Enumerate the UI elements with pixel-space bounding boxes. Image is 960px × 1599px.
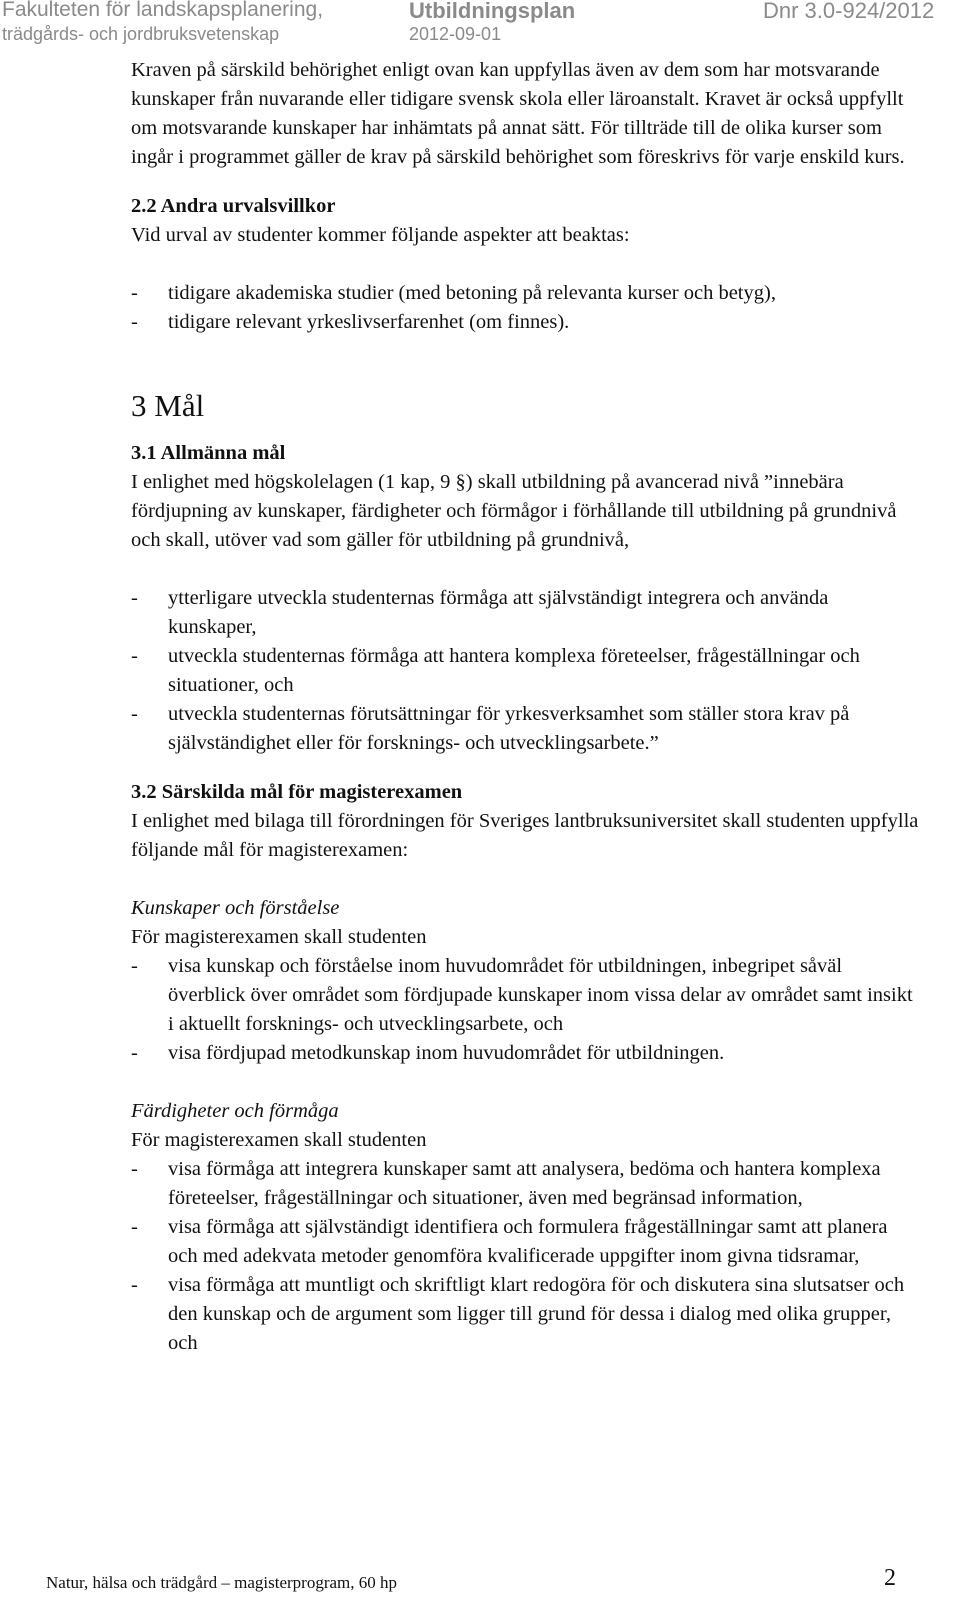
list-item: - ytterligare utveckla studenternas förmåga att självständigt integrera och använda kunskaper, bbox=[131, 584, 921, 642]
skills-subheading: Färdigheter och förmåga bbox=[131, 1100, 339, 1122]
document-date: 2012-09-01 bbox=[409, 24, 502, 44]
section-2-2-title: 2.2 Andra urvalsvillkor bbox=[131, 195, 336, 217]
knowledge-lead: För magisterexamen skall studenten bbox=[131, 926, 427, 948]
section-3-2-paragraph: I enlighet med bilaga till förordningen för Sveriges lantbruksuniversitet skall studenten uppfylla följande mål för magisterexamen: bbox=[131, 810, 919, 861]
knowledge-goals-list bbox=[131, 952, 921, 1068]
list-item: - visa förmåga att integrera kunskaper samt att analysera, bedöma och hantera komplexa företeelser, frågeställningar och situationer, även med begränsad information, bbox=[131, 1155, 921, 1213]
selection-criteria-list bbox=[131, 279, 921, 337]
page-number: 2 bbox=[884, 1565, 896, 1591]
skills-goals-list bbox=[131, 1155, 921, 1358]
section-3-1-title: 3.1 Allmänna mål bbox=[131, 442, 286, 464]
list-item: - utveckla studenternas förutsättningar för yrkesverksamhet som ställer stora krav på självständighet eller för forsknings- och utvecklingsarbete.” bbox=[131, 700, 921, 758]
general-goals-list bbox=[131, 584, 921, 758]
page-header bbox=[0, 0, 960, 50]
list-item: - visa förmåga att självständigt identifiera och formulera frågeställningar samt att planera och med adekvata metoder genomföra kvalificerade uppgifter inom givna tidsramar, bbox=[131, 1213, 921, 1271]
list-item: - visa kunskap och förståelse inom huvudområdet för utbildningen, inbegripet såväl överblick över området som fördjupade kunskaper inom vissa delar av området samt insikt i aktuellt forsknings- och utvecklingsarbete, och bbox=[131, 952, 921, 1039]
knowledge-subheading: Kunskaper och förståelse bbox=[131, 897, 340, 919]
page-footer bbox=[0, 1565, 960, 1599]
section-2-2-lead: Vid urval av studenter kommer följande aspekter att beaktas: bbox=[131, 224, 630, 246]
document-number: Dnr 3.0-924/2012 bbox=[763, 0, 935, 23]
intro-paragraph: Kraven på särskild behörighet enligt ovan kan uppfyllas även av dem som har motsvarande kunskaper från nuvarande eller tidigare svensk skola eller läroanstalt. Kravet är också uppfyllt om motsvarande kunskaper har inhämtats på annat sätt. För tillträde till de olika kurser som ingår i programmet gäller de krav på särskild behörighet som föreskrivs för varje enskild kurs. bbox=[131, 59, 905, 168]
faculty-name-line2: trädgårds- och jordbruksvetenskap bbox=[2, 24, 280, 44]
document-body bbox=[131, 56, 921, 1358]
list-item: - tidigare relevant yrkeslivserfarenhet (om finnes). bbox=[131, 308, 921, 337]
faculty-name-line1: Fakulteten för landskapsplanering, bbox=[2, 0, 324, 21]
skills-lead: För magisterexamen skall studenten bbox=[131, 1129, 427, 1151]
document-type: Utbildningsplan bbox=[409, 0, 576, 23]
list-item: - tidigare akademiska studier (med betoning på relevanta kurser och betyg), bbox=[131, 279, 921, 308]
section-3-title: 3 Mål bbox=[131, 388, 205, 423]
list-item: - utveckla studenternas förmåga att hantera komplexa företeelser, frågeställningar och situationer, och bbox=[131, 642, 921, 700]
list-item: - visa fördjupad metodkunskap inom huvudområdet för utbildningen. bbox=[131, 1039, 921, 1068]
footer-program-name: Natur, hälsa och trädgård – magisterprogram, 60 hp bbox=[46, 1573, 398, 1592]
list-item: - visa förmåga att muntligt och skriftligt klart redogöra för och diskutera sina slutsatser och den kunskap och de argument som ligger till grund för dessa i dialog med olika grupper, och bbox=[131, 1271, 921, 1358]
section-3-2-title: 3.2 Särskilda mål för magisterexamen bbox=[131, 781, 463, 803]
section-3-1-paragraph: I enlighet med högskolelagen (1 kap, 9 §) skall utbildning på avancerad nivå ”innebära fördjupning av kunskaper, färdigheter och förmågor i förhållande till utbildning på grundnivå och skall, utöver vad som gäller för utbildning på grundnivå, bbox=[131, 471, 897, 551]
